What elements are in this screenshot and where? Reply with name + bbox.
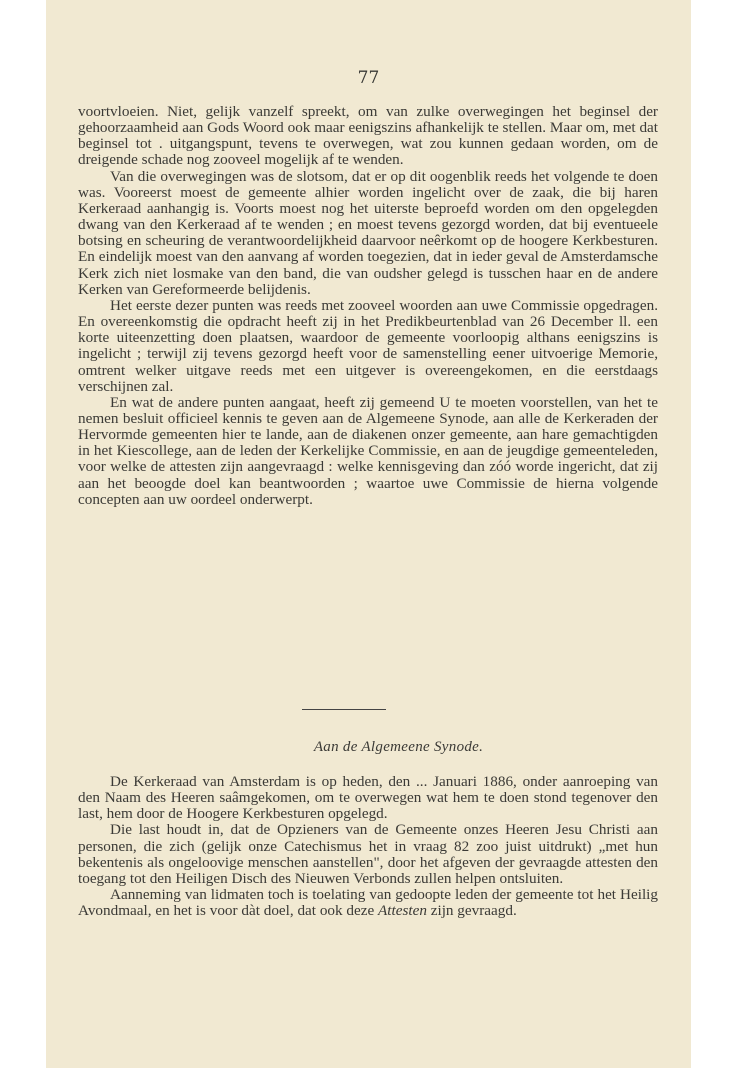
paragraph: Het eerste dezer punten was reeds met zooveel woorden aan uwe Commissie opgedragen. En overeenkomstig die opdracht heeft zij in het Predikbeurtenblad van 26 December ll. een korte uiteenzetting doen plaatsen, waardoor de gemeente voorloopig althans eenigszins is ingelicht ; terwijl zij tevens gezorgd heeft voor de samenstelling eener uitvoerige Memorie, omtrent welker uitgave reeds met een uitgever is overeengekomen, en die eerstdaags verschijnen zal. [78,296,658,395]
section-divider [302,709,386,710]
emphasis-word: Attesten [378,902,427,920]
paragraph-tail: zijn gevraagd. [426,902,517,920]
page-number: 77 [357,68,380,88]
paragraph: De Kerkeraad van Amsterdam is op heden, den ... Januari 1886, onder aanroeping van den Naam des Heeren saâmgekomen, om te overwegen wat hem te doen stond tegenover den last, hem door de Hoogere Kerkbesturen opgelegd. [78,773,658,823]
text-block-main [78,104,658,508]
paragraph-text: Aanneming van lidmaten toch is toelating van gedoopte leden der gemeente tot het Heilig Avondmaal, en het is voor dàt doel, dat ook deze [78,886,658,920]
book-page [46,0,691,1068]
paragraph: Die last houdt in, dat de Opzieners van de Gemeente onzes Heeren Jesu Christi aan personen, die zich (gelijk onze Catechismus het in vraag 82 zoo juist uitdrukt) „met hun bekentenis als ongeloovige menschen aanstellen", door het afgeven der gevraagde attesten den toegang tot den Heiligen Disch des Nieuwen Verbonds zullen helpen ontsluiten. [78,821,658,887]
paragraph: voortvloeien. Niet, gelijk vanzelf spreekt, om van zulke overwegingen het beginsel der gehoorzaamheid aan Gods Woord ook maar eenigszins afhankelijk te stellen. Maar om, met dat beginsel tot . uitgangspunt, tevens te overwegen, wat zou kunnen gedaan worden, om de dreigende schade nog zooveel mogelijk af te wenden. [78,103,658,169]
paragraph: Van die overwegingen was de slotsom, dat er op dit oogenblik reeds het volgende te doen was. Vooreerst moest de gemeente alhier worden ingelicht over de zaak, die bij haren Kerkeraad aanhangig is. Voorts moest nog het uiterste beproefd worden om den opgelegden dwang van den Kerkeraad af te wenden ; en moest tevens gezorgd worden, dat bij eventueele botsing en scheuring de verantwoordelijkheid daarvoor neêrkomt op de hoogere Kerkbesturen. En eindelijk moest van den aanvang af worden toegezien, dat in ieder geval de Amsterdamsche Kerk zich niet losmake van den band, die van oudsher gelegd is tusschen haar en de andere Kerken van Gereformeerde belijdenis. [78,167,658,298]
letter-salutation: Aan de Algemeene Synode. [313,739,484,755]
paragraph-final [78,887,658,919]
paragraph: En wat de andere punten aangaat, heeft zij gemeend U te moeten voorstellen, van het te nemen besluit officieel kennis te geven aan de Algemeene Synode, aan alle de Kerkeraden der Hervormde gemeenten hier te lande, aan de diakenen onzer gemeente, aan hare gemachtigden in het Kiescollege, aan de leden der Kerkelijke Commissie, en aan de jeugdige gemeenteleden, voor welke de attesten zijn aangevraagd : welke kennisgeving dan zóó worde ingericht, dat zij aan het beoogde doel kan beantwoorden ; waartoe uwe Commissie de hierna volgende concepten aan uw oordeel onderwerpt. [78,393,658,508]
text-block-letter [78,774,658,919]
